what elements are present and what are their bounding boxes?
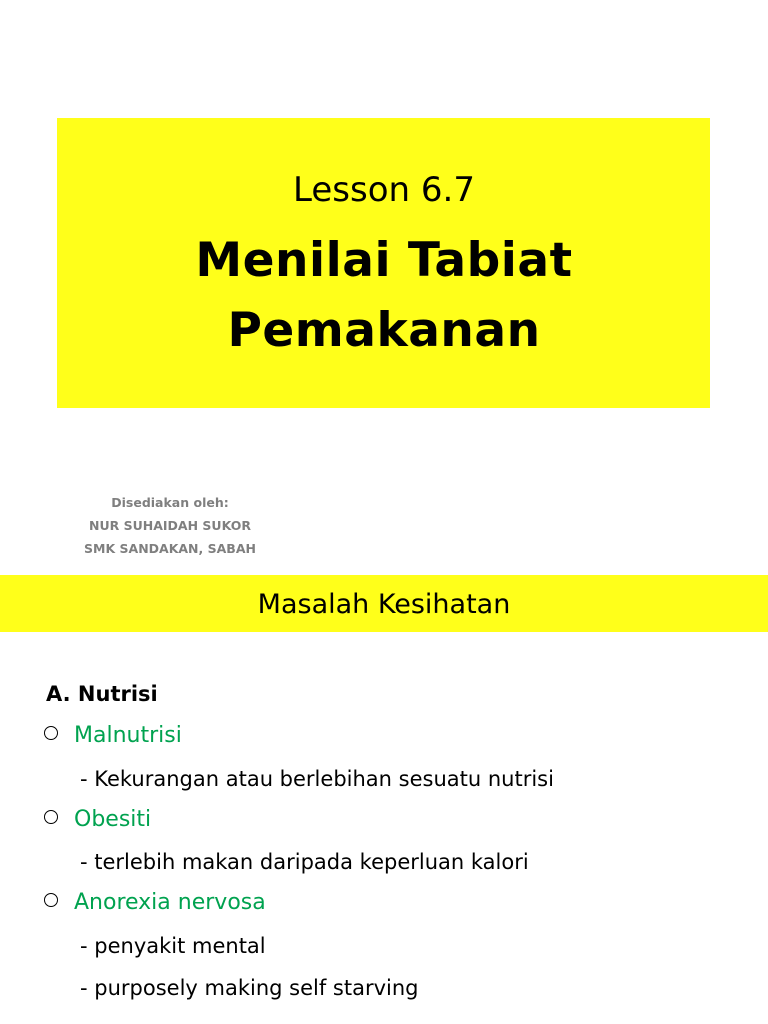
lesson-number: Lesson 6.7 [293,170,475,210]
content-slide [0,575,768,1024]
school-name: SMK SANDAKAN, SABAH [84,541,256,556]
item-detail: - purposely making self starving [80,976,419,1000]
item-label: Anorexia nervosa [74,890,266,915]
item-label: Obesiti [74,807,152,832]
slide-title [0,226,768,366]
slide-heading: Masalah Kesihatan [257,589,511,620]
list-item [44,885,266,921]
credit-label: Disediakan oleh: [111,495,229,510]
heading-band [0,575,768,632]
slide-title-line-2: Pemakanan [227,303,541,358]
slide-title-line-1: Menilai Tabiat [195,233,573,288]
item-detail: - terlebih makan daripada keperluan kalori [80,850,529,874]
circle-bullet-icon [44,810,58,824]
circle-bullet-icon [44,893,58,907]
list-item [44,718,182,754]
section-label: A. Nutrisi [46,682,158,706]
author-credit [44,491,296,560]
item-detail: - Kekurangan atau berlebihan sesuatu nutrisi [80,767,554,791]
item-detail: - penyakit mental [80,934,266,958]
circle-bullet-icon [44,726,58,740]
item-label: Malnutrisi [74,723,182,748]
list-item [44,802,151,838]
author-name: NUR SUHAIDAH SUKOR [89,518,251,533]
